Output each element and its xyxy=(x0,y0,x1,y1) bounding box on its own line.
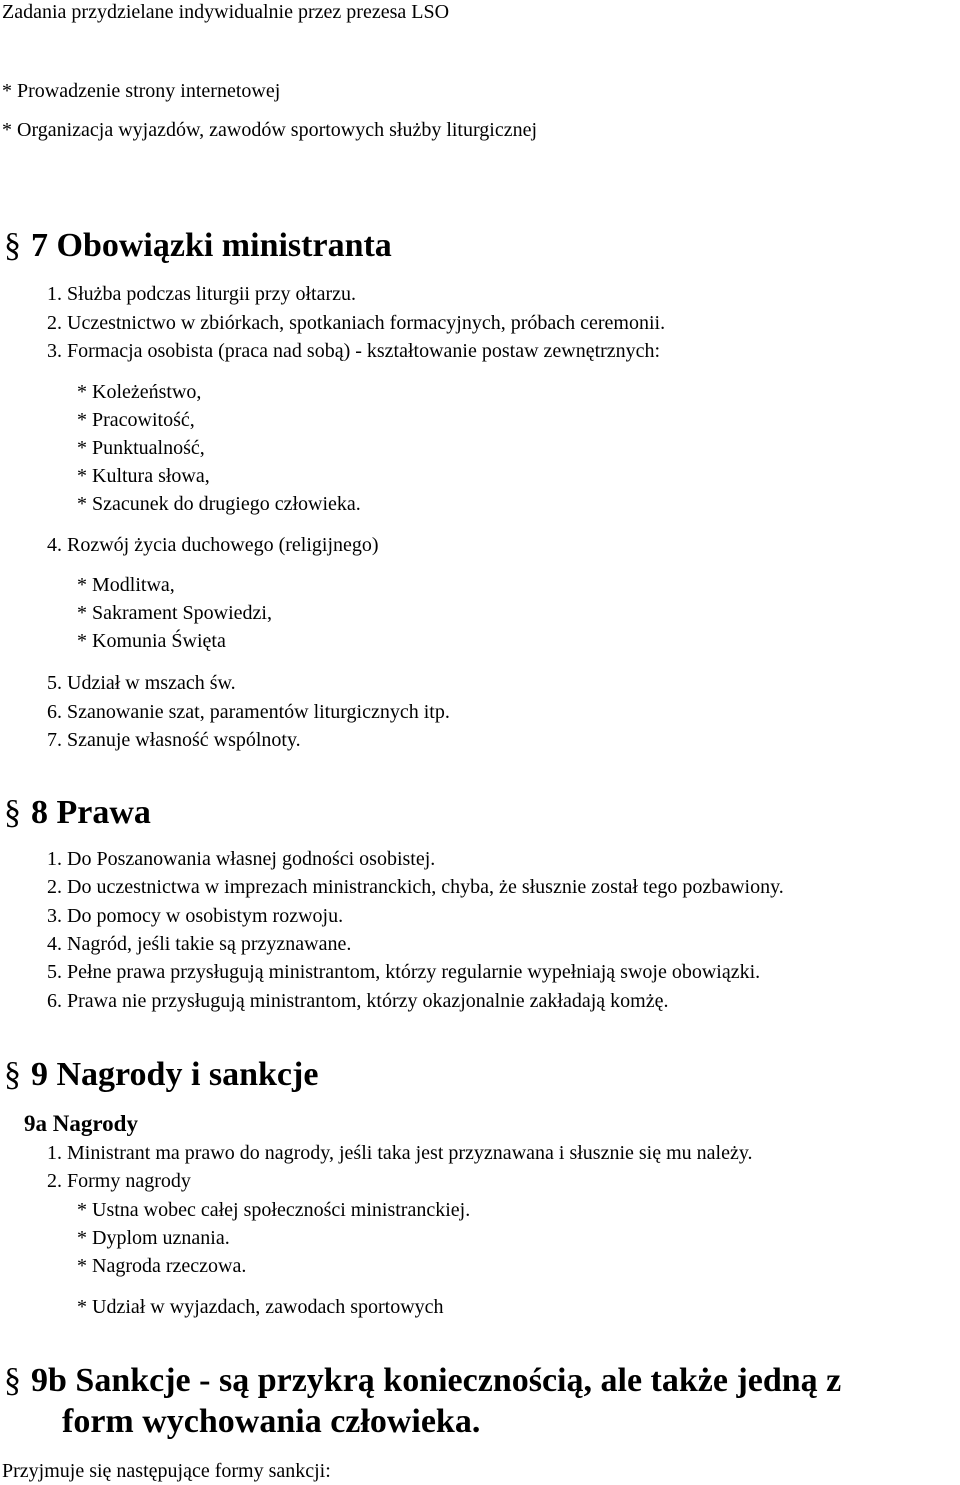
subsection-9a-heading: 9a Nagrody xyxy=(24,1111,138,1136)
task-item: * Organizacja wyjazdów, zawodów sportowych służby liturgicznej xyxy=(2,119,538,141)
item-number: 3. xyxy=(47,340,62,362)
section-symbol: § xyxy=(4,1056,21,1093)
item-text: Formy nagrody xyxy=(67,1170,191,1192)
item-number: 6. xyxy=(47,701,62,723)
list-item xyxy=(47,989,668,1013)
list-item xyxy=(47,728,301,752)
task-item: * Prowadzenie strony internetowej xyxy=(2,80,281,102)
sub-item: * Punktualność, xyxy=(77,437,205,459)
item-number: 4. xyxy=(47,933,62,955)
sub-item: * Komunia Święta xyxy=(77,630,226,652)
list-item xyxy=(47,904,343,928)
item-text: Służba podczas liturgii przy ołtarzu. xyxy=(67,283,356,305)
list-item xyxy=(47,875,784,899)
intro-heading: Zadania przydzielane indywidualnie przez prezesa LSO xyxy=(2,1,450,23)
item-number: 5. xyxy=(47,672,62,694)
list-item xyxy=(47,700,450,724)
section-7-heading xyxy=(4,226,392,266)
subsection-9b-heading-continued: form wychowania człowieka. xyxy=(62,1403,481,1440)
item-text: Szanowanie szat, paramentów liturgicznych itp. xyxy=(67,701,450,723)
item-number: 7. xyxy=(47,729,62,751)
list-item xyxy=(47,960,760,984)
list-item xyxy=(47,932,351,956)
section-title: 9b Sankcje - są przykrą koniecznością, ale także jedną z xyxy=(31,1362,842,1399)
item-text: Szanuje własność wspólnoty. xyxy=(67,729,301,751)
sub-item: * Koleżeństwo, xyxy=(77,381,202,403)
item-number: 1. xyxy=(47,1142,62,1164)
section-symbol: § xyxy=(4,227,21,264)
sub-item: * Nagroda rzeczowa. xyxy=(77,1255,247,1277)
item-text: Udział w mszach św. xyxy=(67,672,236,694)
item-number: 3. xyxy=(47,905,62,927)
list-item xyxy=(47,282,356,306)
item-text: Nagród, jeśli takie są przyznawane. xyxy=(67,933,352,955)
item-number: 6. xyxy=(47,990,62,1012)
sub-item: * Ustna wobec całej społeczności ministranckiej. xyxy=(77,1199,471,1221)
section-title: 8 Prawa xyxy=(31,794,151,831)
section-symbol: § xyxy=(4,794,21,831)
item-text: Do uczestnictwa w imprezach ministranckich, chyba, że słusznie został tego pozbawiony. xyxy=(67,876,784,898)
list-item xyxy=(47,671,236,695)
sub-item: * Modlitwa, xyxy=(77,574,175,596)
section-8-heading xyxy=(4,793,151,833)
item-text: Rozwój życia duchowego (religijnego) xyxy=(67,534,379,556)
sub-item: * Dyplom uznania. xyxy=(77,1227,230,1249)
sub-item: * Pracowitość, xyxy=(77,409,195,431)
section-symbol: § xyxy=(4,1362,21,1399)
section-title: 9 Nagrody i sankcje xyxy=(31,1056,319,1093)
list-item xyxy=(47,311,665,335)
item-text: Uczestnictwo w zbiórkach, spotkaniach formacyjnych, próbach ceremonii. xyxy=(67,312,666,334)
list-item xyxy=(47,847,435,871)
list-item xyxy=(47,1169,191,1193)
sub-item: * Kultura słowa, xyxy=(77,465,210,487)
subsection-9b-heading xyxy=(4,1361,841,1401)
item-number: 2. xyxy=(47,312,62,334)
item-number: 1. xyxy=(47,283,62,305)
item-text: Ministrant ma prawo do nagrody, jeśli taka jest przyznawana i słusznie się mu należy. xyxy=(67,1142,753,1164)
sub-item: * Szacunek do drugiego człowieka. xyxy=(77,493,361,515)
sanctions-intro: Przyjmuje się następujące formy sankcji: xyxy=(2,1460,331,1482)
item-text: Prawa nie przysługują ministrantom, którzy okazjonalnie zakładają komżę. xyxy=(67,990,669,1012)
item-text: Formacja osobista (praca nad sobą) - kształtowanie postaw zewnętrznych: xyxy=(67,340,661,362)
section-title: 7 Obowiązki ministranta xyxy=(31,227,392,264)
list-item xyxy=(47,533,379,557)
list-item xyxy=(47,339,660,363)
sub-item: * Udział w wyjazdach, zawodach sportowych xyxy=(77,1296,444,1318)
section-9-heading xyxy=(4,1055,318,1095)
item-number: 5. xyxy=(47,961,62,983)
item-text: Pełne prawa przysługują ministrantom, którzy regularnie wypełniają swoje obowiązki. xyxy=(67,961,761,983)
sub-item: * Sakrament Spowiedzi, xyxy=(77,602,272,624)
item-number: 1. xyxy=(47,848,62,870)
item-text: Do Poszanowania własnej godności osobistej. xyxy=(67,848,436,870)
item-number: 4. xyxy=(47,534,62,556)
list-item xyxy=(47,1141,753,1165)
item-number: 2. xyxy=(47,1170,62,1192)
item-text: Do pomocy w osobistym rozwoju. xyxy=(67,905,344,927)
item-number: 2. xyxy=(47,876,62,898)
